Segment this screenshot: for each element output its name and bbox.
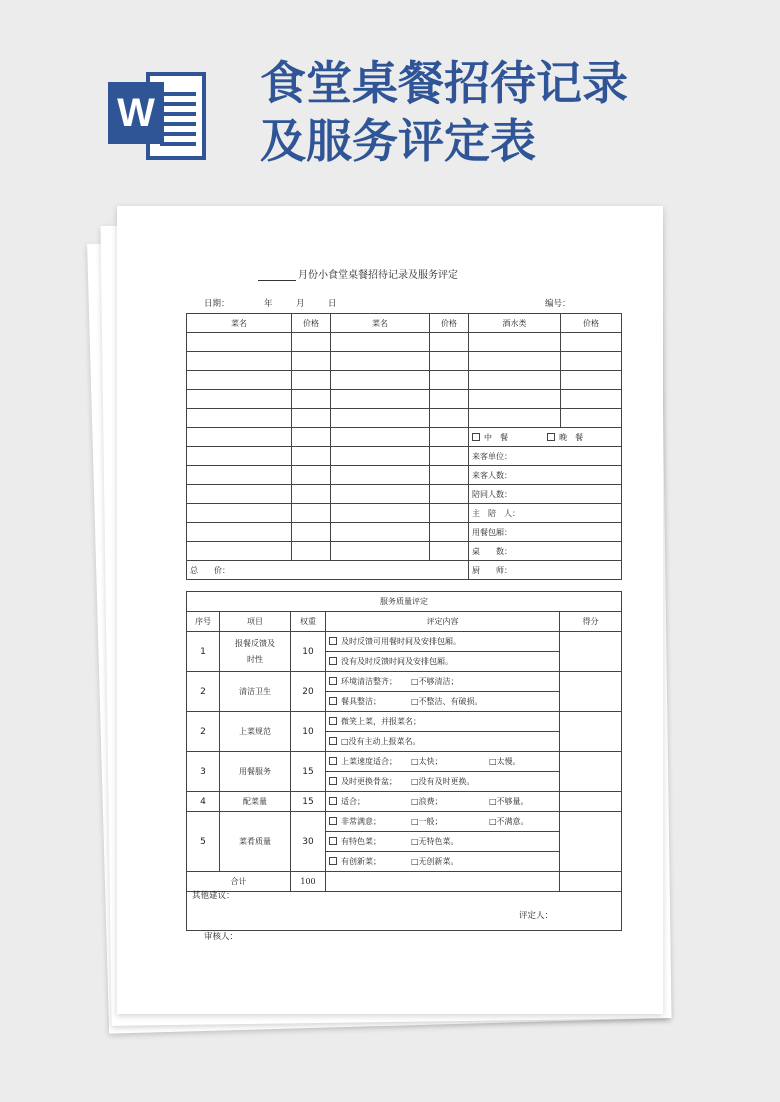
guest-unit-label: 来客单位： [469,447,622,466]
table-row [187,672,622,692]
header-dish: 菜名 [187,314,292,333]
option-label: 微笑上菜，并报菜名； [341,717,421,726]
guest-count-label: 来客人数： [469,466,622,485]
header-item: 项目 [220,612,291,632]
dinner-checkbox[interactable] [547,433,555,441]
rating-options [326,732,560,752]
rating-options [326,712,560,732]
section-title-row [187,592,622,612]
rating-checkbox[interactable] [329,857,337,865]
row-number: 3 [187,752,220,792]
score-cell[interactable] [560,792,622,812]
rating-checkbox[interactable] [329,797,337,805]
section-title: 服务质量评定 [187,592,622,612]
option-label: 适合； [341,797,365,806]
rating-options [326,832,560,852]
row-item: 用餐服务 [220,752,291,792]
option-label: 上菜速度适合； [341,757,397,766]
header-weight: 权重 [291,612,326,632]
option-label: 没有及时反馈时间及安排包厢。 [341,657,453,666]
row-weight: 10 [291,712,326,752]
option-label: 环境清洁整齐； [341,677,397,686]
row-number: 5 [187,812,220,872]
table-row [187,466,622,485]
rating-checkbox[interactable] [329,737,337,745]
table-row [187,712,622,732]
total-score-cell[interactable] [560,872,622,892]
table-row [187,485,622,504]
evaluator-label: 评定人： [519,911,554,921]
header-number: 序号 [187,612,220,632]
score-cell[interactable] [560,812,622,872]
table-row [187,333,622,352]
option-label: 及时反馈可用餐时间及安排包厢。 [341,637,461,646]
score-cell[interactable] [560,752,622,792]
option-label: 餐具整洁； [341,697,381,706]
row-number: 4 [187,792,220,812]
dinner-label: 晚 餐 [559,432,584,442]
option-label: □无创新菜。 [411,857,459,866]
row-item: 上菜规范 [220,712,291,752]
table-row [187,390,622,409]
row-item: 配菜量 [220,792,291,812]
lunch-checkbox[interactable] [472,433,480,441]
option-label: 非常满意； [341,817,381,826]
rating-checkbox[interactable] [329,837,337,845]
logo-letter: W [117,91,155,135]
table-row [187,632,622,652]
total-row [187,872,622,892]
host-label: 主 陪 人： [469,504,622,523]
table-row [187,428,622,447]
option-label: □不整洁、有破损。 [411,697,483,706]
day-label: 日 [328,299,337,309]
option-label: □不够清洁； [411,677,459,686]
table-row [187,447,622,466]
rating-options [326,812,560,832]
row-number: 2 [187,712,220,752]
option-label: □太慢。 [489,757,521,766]
header-score: 得分 [560,612,622,632]
option-label: □不满意。 [489,817,529,826]
date-label: 日期： [204,299,230,309]
table-row [187,523,622,542]
rating-checkbox[interactable] [329,657,337,665]
rating-checkbox[interactable] [329,757,337,765]
rating-checkbox[interactable] [329,637,337,645]
rating-options [326,752,560,772]
month-label: 月 [296,299,305,309]
rating-options [326,632,560,652]
option-label: □没有主动上报菜名。 [341,737,421,746]
row-weight: 15 [291,792,326,812]
score-cell[interactable] [560,672,622,712]
total-content [326,872,560,892]
total-price-label: 总 价： [187,561,469,580]
word-logo-icon [108,68,208,164]
table-row [187,504,622,523]
service-table [186,591,622,931]
header-price: 价格 [561,314,622,333]
row-weight: 10 [291,632,326,672]
suggestion-label: 其他建议： [192,891,235,901]
table-row [187,409,622,428]
option-label: □不够量。 [489,797,529,806]
header-content: 评定内容 [326,612,560,632]
rating-checkbox[interactable] [329,817,337,825]
table-row [187,792,622,812]
row-item: 菜肴质量 [220,812,291,872]
rating-checkbox[interactable] [329,697,337,705]
menu-table [186,313,622,580]
row-number: 2 [187,672,220,712]
meal-type-cell [469,428,622,447]
total-weight: 100 [291,872,326,892]
header-drinks: 酒水类 [469,314,561,333]
rating-options [326,852,560,872]
table-row [187,371,622,390]
score-cell[interactable] [560,712,622,752]
companion-count-label: 陪同人数： [469,485,622,504]
rating-checkbox[interactable] [329,717,337,725]
option-label: 有特色菜； [341,837,381,846]
row-number: 1 [187,632,220,672]
rating-options [326,652,560,672]
total-label: 合计 [187,872,291,892]
table-row [187,352,622,371]
year-label: 年 [264,299,273,309]
number-label: 编号： [545,299,571,309]
rating-options [326,792,560,812]
suggestion-row [187,892,622,931]
table-row [187,812,622,832]
row-item: 报餐反馈及时性 [220,632,291,672]
menu-header-row [187,314,622,333]
header-price: 价格 [430,314,469,333]
rating-checkbox[interactable] [329,777,337,785]
option-label: □浪费； [411,797,443,806]
reviewer-label: 审核人： [204,932,239,942]
title-line-1: 食堂桌餐招待记录 [260,56,628,110]
row-item: 清洁卫生 [220,672,291,712]
option-label: 及时更换骨盆； [341,777,397,786]
option-label: 有创新菜； [341,857,381,866]
score-cell[interactable] [560,632,622,672]
row-weight: 20 [291,672,326,712]
rating-options [326,692,560,712]
title-line-2: 及服务评定表 [260,114,536,168]
option-label: □一般； [411,817,443,826]
header-dish: 菜名 [331,314,430,333]
rating-options [326,772,560,792]
rating-checkbox[interactable] [329,677,337,685]
rating-options [326,672,560,692]
dining-room-label: 用餐包厢： [469,523,622,542]
table-row [187,542,622,561]
suggestion-box[interactable] [187,892,622,931]
header-price: 价格 [292,314,331,333]
option-label: □没有及时更换。 [411,777,475,786]
row-weight: 30 [291,812,326,872]
option-label: □太快； [411,757,443,766]
page-title [260,54,628,170]
service-header-row [187,612,622,632]
row-weight: 15 [291,752,326,792]
lunch-label: 中 餐 [484,432,508,442]
option-label: □无特色菜。 [411,837,459,846]
table-row [187,752,622,772]
chef-label: 厨 师： [469,561,622,580]
document-title: 月份小食堂桌餐招待记录及服务评定 [258,266,458,281]
table-row [187,561,622,580]
table-count-label: 桌 数： [469,542,622,561]
